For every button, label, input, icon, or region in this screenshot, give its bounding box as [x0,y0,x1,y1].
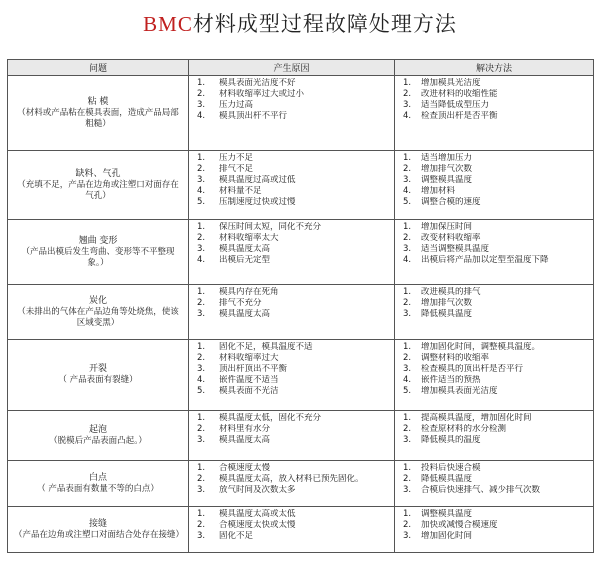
solution-cell [395,461,594,507]
solution-item-number: 3. [403,100,412,110]
problem-cell [8,461,189,507]
solution-item [403,89,589,100]
solution-item [403,364,589,375]
solution-item-number: 1. [403,509,412,519]
solution-item-text: 提高模具温度，增加固化时间 [421,413,532,423]
cause-item-number: 1. [197,413,206,423]
cause-item-text: 固化不足 [219,531,254,541]
solution-item-text: 检查原材料的水分检测 [421,424,507,434]
solution-item-number: 3. [403,175,412,185]
problem-description: （脱模后产品表面凸起。） [49,435,147,446]
solution-item [403,386,589,397]
problem-cell [8,76,189,151]
solution-item [403,413,589,424]
cause-item-text: 模具温度太高 [219,435,271,445]
solution-item-number: 1. [403,153,412,163]
cause-item-text: 模具温度过高或过低 [219,175,296,185]
cause-cell [189,285,395,340]
solution-item [403,353,589,364]
solution-item-number: 3. [403,364,412,374]
cause-item-number: 2. [197,233,206,243]
solution-item-number: 2. [403,474,412,484]
cause-item-number: 3. [197,100,206,110]
solution-item [403,435,589,446]
solution-item-text: 调整合模的速度 [421,197,481,207]
cause-item-text: 模具表面光洁度不好 [219,78,296,88]
solution-item-text: 增加模具光洁度 [421,78,481,88]
solution-item-number: 1. [403,78,412,88]
cause-item-text: 嵌件温度不适当 [219,375,279,385]
solution-item-text: 嵌件适当的预热 [421,375,481,385]
cause-item [197,298,390,309]
cause-item-number: 3. [197,309,206,319]
cause-item-number: 2. [197,298,206,308]
cause-item [197,531,390,542]
solution-item [403,485,589,496]
cause-item [197,255,390,266]
cause-item [197,153,390,164]
cause-item [197,474,390,485]
cause-list [197,413,390,446]
solution-cell [395,285,594,340]
cause-item [197,89,390,100]
solution-list [403,78,589,122]
cause-item [197,186,390,197]
solution-item [403,175,589,186]
solution-item-text: 加快或减慢合模速度 [421,520,498,530]
table-row [8,340,594,411]
fault-table [7,59,594,553]
cause-item-number: 1. [197,463,206,473]
header-problem: 问题 [8,60,189,76]
solution-item-text: 适当调整模具温度 [421,244,490,254]
solution-item [403,509,589,520]
solution-item-number: 3. [403,435,412,445]
cause-item-text: 排气不充分 [219,298,262,308]
cause-list [197,287,390,320]
solution-item [403,233,589,244]
solution-cell [395,340,594,411]
header-solution: 解决方法 [395,60,594,76]
solution-item-number: 5. [403,386,412,396]
cause-item-text: 材料收缩率太大 [219,233,279,243]
solution-item [403,287,589,298]
cause-item-text: 材料量不足 [219,186,262,196]
solution-item-number: 4. [403,375,412,385]
cause-item-number: 3. [197,175,206,185]
cause-item [197,520,390,531]
solution-item-text: 降低模具温度 [421,309,473,319]
cause-item-number: 3. [197,435,206,445]
problem-cell [8,220,189,285]
problem-name: 开裂 [88,364,107,374]
solution-cell [395,411,594,461]
cause-item-number: 1. [197,78,206,88]
solution-item [403,531,589,542]
solution-item-number: 4. [403,186,412,196]
solution-item-number: 2. [403,298,412,308]
solution-item [403,309,589,320]
cause-item-text: 排气不足 [219,164,254,174]
solution-item-text: 改进模具的排气 [421,287,481,297]
header-cause: 产生原因 [189,60,395,76]
cause-item-number: 4. [197,111,206,121]
solution-item-number: 1. [403,287,412,297]
cause-list [197,78,390,122]
solution-item-text: 增加固化时间 [421,531,473,541]
cause-cell [189,507,395,553]
cause-item-text: 模具内存在死角 [219,287,279,297]
table-row [8,285,594,340]
cause-item [197,111,390,122]
solution-list [403,463,589,496]
cause-item [197,342,390,353]
solution-item-text: 增加材料 [421,186,456,196]
solution-item [403,78,589,89]
cause-item [197,287,390,298]
solution-item-number: 1. [403,342,412,352]
cause-item-number: 2. [197,164,206,174]
problem-description: （产品在边角或注塑口对面结合处存在接缝） [14,529,185,540]
solution-list [403,222,589,266]
cause-item [197,175,390,186]
solution-item [403,342,589,353]
solution-item [403,474,589,485]
cause-item-text: 模具温度太高 [219,244,271,254]
solution-item-text: 降低模具的温度 [421,435,481,445]
solution-item-text: 合模后快速排气、减少排气次数 [421,485,541,495]
solution-item-text: 增加排气次数 [421,164,473,174]
cause-item [197,375,390,386]
cause-cell [189,76,395,151]
cause-item [197,78,390,89]
solution-item [403,186,589,197]
solution-list [403,342,589,397]
cause-item-text: 模具表面不光洁 [219,386,279,396]
cause-item-text: 合模速度太慢 [219,463,271,473]
solution-item-text: 增加保压时间 [421,222,473,232]
cause-item-number: 3. [197,485,206,495]
table-row [8,461,594,507]
problem-description: （ 产品表面有裂缝） [58,375,138,385]
cause-item-text: 固化不足，模具温度不适 [219,342,313,352]
cause-item [197,197,390,208]
solution-item-number: 1. [403,222,412,232]
solution-item-number: 2. [403,424,412,434]
solution-item [403,164,589,175]
cause-item-number: 5. [197,197,206,207]
solution-item-number: 3. [403,244,412,254]
solution-cell [395,76,594,151]
cause-item-number: 2. [197,424,206,434]
cause-cell [189,151,395,220]
cause-item-number: 1. [197,509,206,519]
cause-item [197,435,390,446]
solution-item-number: 2. [403,89,412,99]
solution-item [403,100,589,111]
solution-item-text: 检查顶出杆是否平衡 [421,111,498,121]
page-title [0,10,600,38]
cause-item-number: 3. [197,244,206,254]
cause-cell [189,340,395,411]
cause-item-text: 材料收缩率过大 [219,353,279,363]
cause-item-text: 模具温度太高 [219,309,271,319]
solution-item-number: 5. [403,197,412,207]
problem-name: 炭化 [88,295,107,306]
problem-name: 粘 模 [87,96,109,107]
cause-item-number: 2. [197,520,206,530]
solution-list [403,287,589,320]
solution-item [403,222,589,233]
table-row [8,151,594,220]
solution-item-text: 调整模具温度 [421,175,473,185]
solution-item [403,424,589,435]
solution-item-text: 适当增加压力 [421,153,473,163]
cause-item-number: 2. [197,474,206,484]
cause-cell [189,220,395,285]
cause-item [197,463,390,474]
solution-item-number: 3. [403,531,412,541]
cause-item-text: 模具温度太高或太低 [219,509,296,519]
problem-cell [8,340,189,411]
cause-item-number: 4. [197,186,206,196]
cause-item [197,509,390,520]
problem-name: 翘曲 变形 [78,235,118,246]
cause-item-text: 压力不足 [219,153,254,163]
solution-item-number: 2. [403,164,412,174]
solution-item-text: 调整模具温度 [421,509,473,519]
solution-item-text: 增加固化时间，调整模具温度。 [421,342,541,352]
problem-name: 接缝 [88,518,107,529]
cause-list [197,342,390,397]
solution-item [403,111,589,122]
problem-description: （ 产品表面有数量不等的白点） [37,483,159,494]
cause-item-text: 保压时间太短，同化不充分 [219,222,322,232]
solution-cell [395,220,594,285]
solution-list [403,153,589,208]
solution-item-text: 适当降低成型压力 [421,100,490,110]
cause-item [197,222,390,233]
cause-item [197,100,390,111]
cause-list [197,509,390,542]
solution-list [403,413,589,446]
solution-item [403,375,589,386]
cause-item-text: 压制速度过快或过慢 [219,197,296,207]
solution-item-text: 改变材料收缩率 [421,233,481,243]
problem-name: 起泡 [88,424,107,435]
cause-item-text: 合模速度太快或太慢 [219,520,296,530]
cause-item-number: 2. [197,89,206,99]
solution-item [403,153,589,164]
cause-list [197,153,390,208]
cause-item-number: 1. [197,342,206,352]
table-row [8,507,594,553]
problem-description: （材料或产品粘在模具表面，造成产品局部粗糙） [17,107,179,129]
cause-item-number: 2. [197,353,206,363]
problem-cell [8,285,189,340]
solution-item-text: 增加模具表面光洁度 [421,386,498,396]
cause-item-number: 4. [197,255,206,265]
solution-item [403,463,589,474]
solution-item-number: 4. [403,255,412,265]
solution-item-text: 改进材料的收缩性能 [421,89,498,99]
problem-cell [8,507,189,553]
cause-item-number: 4. [197,375,206,385]
problem-name: 缺料、气孔 [75,168,121,179]
cause-list [197,222,390,266]
problem-description: （未排出的气体在产品边角等处烧焦，使该区域变黑） [17,306,179,328]
solution-item [403,255,589,266]
solution-item [403,520,589,531]
cause-item [197,386,390,397]
cause-cell [189,411,395,461]
solution-item-number: 1. [403,413,412,423]
cause-list [197,463,390,496]
cause-item [197,233,390,244]
solution-item-number: 2. [403,233,412,243]
table-row [8,411,594,461]
cause-item-number: 1. [197,287,206,297]
cause-item [197,244,390,255]
cause-item-text: 出模后无定型 [219,255,271,265]
cause-item [197,413,390,424]
solution-item-text: 投料后快速合模 [421,463,481,473]
cause-item [197,424,390,435]
solution-item-number: 4. [403,111,412,121]
cause-item [197,353,390,364]
solution-list [403,509,589,542]
cause-cell [189,461,395,507]
solution-item [403,244,589,255]
cause-item [197,164,390,175]
solution-item [403,197,589,208]
solution-item-text: 出模后将产品加以定型至温度下降 [421,255,549,265]
solution-item-number: 2. [403,520,412,530]
solution-item-text: 检查模具的顶出杆是否平行 [421,364,524,374]
table-row [8,220,594,285]
problem-cell [8,411,189,461]
problem-name: 白点 [88,472,107,483]
solution-item-number: 3. [403,485,412,495]
solution-item-number: 3. [403,309,412,319]
cause-item-text: 材料里有水分 [219,424,271,434]
cause-item-text: 顶出杆顶出不平衡 [219,364,288,374]
solution-item-number: 2. [403,353,412,363]
cause-item-number: 3. [197,364,206,374]
cause-item-text: 模具温度太低，固化不充分 [219,413,322,423]
solution-item-text: 调整材料的收缩率 [421,353,490,363]
solution-item-text: 增加排气次数 [421,298,473,308]
cause-item-text: 放气时间及次数太多 [219,485,296,495]
table-header-row [8,60,594,76]
cause-item [197,364,390,375]
cause-item-number: 1. [197,222,206,232]
cause-item-text: 压力过高 [219,100,254,110]
cause-item-number: 5. [197,386,206,396]
cause-item-text: 模具温度太高，放入材料已预先固化。 [219,474,364,484]
cause-item-number: 1. [197,153,206,163]
table-row [8,76,594,151]
problem-cell [8,151,189,220]
cause-item-number: 3. [197,531,206,541]
solution-item [403,298,589,309]
cause-item [197,309,390,320]
solution-cell [395,507,594,553]
cause-item [197,485,390,496]
cause-item-text: 模具顶出杆不平行 [219,111,288,121]
solution-item-number: 1. [403,463,412,473]
solution-cell [395,151,594,220]
solution-item-text: 降低模具温度 [421,474,473,484]
title-text: 材料成型过程故障处理方法 [192,12,457,36]
cause-item-text: 材料收缩率过大或过小 [219,89,305,99]
problem-description: （充填不足，产品在边角或注塑口对面存在气孔） [17,179,179,201]
title-brand: BMC [143,12,193,36]
problem-description: （产品出模后发生弯曲、变形等不平整现象。） [21,246,175,268]
